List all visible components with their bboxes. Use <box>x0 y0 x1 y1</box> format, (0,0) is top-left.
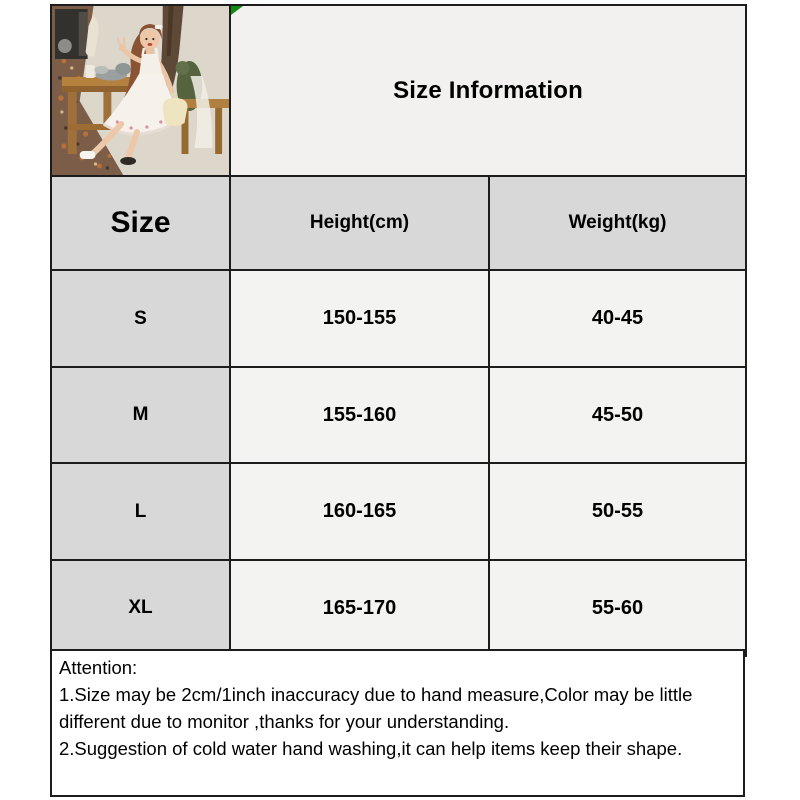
table-row-s <box>51 270 746 367</box>
column-header-size: Size <box>51 176 230 270</box>
height-value: 160-165 <box>230 463 489 560</box>
table-row-l <box>51 463 746 560</box>
photo-title-row <box>51 5 746 176</box>
weight-value: 50-55 <box>489 463 746 560</box>
size-table <box>50 4 747 657</box>
column-header-weight: Weight(kg) <box>489 176 746 270</box>
table-row-m <box>51 367 746 463</box>
attention-line-3: 2.Suggestion of cold water hand washing,it can help items keep their shape. <box>59 738 683 759</box>
attention-box <box>50 649 745 797</box>
size-label: XL <box>51 560 230 656</box>
size-label: M <box>51 367 230 463</box>
size-label: S <box>51 270 230 367</box>
weight-value: 45-50 <box>489 367 746 463</box>
attention-line-2: different due to monitor ,thanks for your understanding. <box>59 711 510 732</box>
page-title: Size Information <box>393 76 583 104</box>
height-value: 155-160 <box>230 367 489 463</box>
size-label: L <box>51 463 230 560</box>
height-value: 150-155 <box>230 270 489 367</box>
table-row-xl <box>51 560 746 656</box>
green-corner-marker-icon <box>231 6 243 15</box>
title-cell <box>230 5 746 176</box>
product-photo <box>51 5 230 176</box>
table-header-row <box>51 176 746 270</box>
weight-value: 55-60 <box>489 560 746 656</box>
column-header-height: Height(cm) <box>230 176 489 270</box>
attention-heading: Attention: <box>59 657 138 678</box>
attention-line-1: 1.Size may be 2cm/1inch inaccuracy due to hand measure,Color may be little <box>59 684 693 705</box>
weight-value: 40-45 <box>489 270 746 367</box>
model-photo-illustration <box>52 6 229 175</box>
height-value: 165-170 <box>230 560 489 656</box>
